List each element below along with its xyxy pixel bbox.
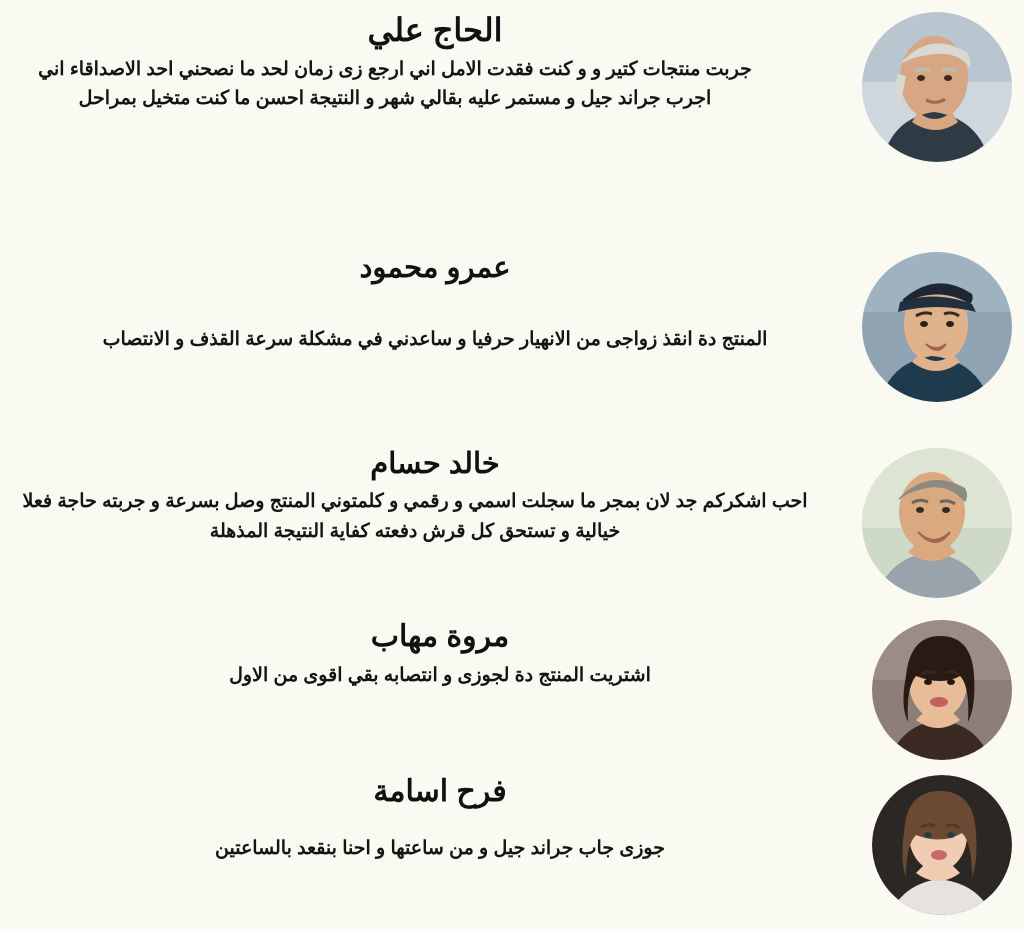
- testimonial-name: الحاج علي: [367, 12, 503, 48]
- testimonial-name: خالد حسام: [370, 448, 500, 480]
- avatar-young-woman: [872, 775, 1012, 915]
- testimonial-item: [12, 775, 1012, 915]
- testimonial-text-block: [12, 620, 872, 690]
- testimonial-quote: احب اشكركم جد لان بمجر ما سجلت اسمي و رقمي و كلمتوني المنتج وصل بسرعة و جربته حاجة فعلا خيالية و تستحق كل قرش دفعته كفاية النتيجة المذهلة: [22, 491, 808, 542]
- testimonial-text-block: [12, 775, 872, 863]
- testimonial-name: عمرو محمود: [359, 252, 511, 284]
- testimonial-name: مروة مهاب: [370, 620, 510, 653]
- avatar-smiling-man: [862, 448, 1012, 598]
- testimonial-name: فرح اسامة: [373, 775, 507, 808]
- testimonial-quote: اشتريت المنتج دة لجوزى و انتصابه بقي اقوى من الاول: [229, 664, 651, 686]
- testimonial-quote: جوزى جاب جراند جيل و من ساعتها و احنا بنقعد بالساعتين: [215, 837, 665, 859]
- avatar-young-man-cap: [862, 252, 1012, 402]
- testimonial-text-block: [12, 252, 862, 355]
- testimonial-item: [12, 448, 1012, 598]
- avatar-woman-dark-hair: [872, 620, 1012, 760]
- avatar-elderly-man: [862, 12, 1012, 162]
- testimonial-item: [12, 252, 1012, 402]
- testimonial-text-block: [12, 448, 862, 546]
- testimonial-quote: جربت منتجات كتير و و كنت فقدت الامل اني ارجع زى زمان لحد ما نصحني احد الاصداقاء اني اجرب جراند جيل و مستمر عليه بقالي شهر و النتيجة احسن ما كنت متخيل بمراحل: [38, 58, 752, 110]
- testimonial-text-block: [12, 12, 862, 114]
- testimonial-item: [12, 620, 1012, 760]
- testimonial-item: [12, 12, 1012, 162]
- testimonial-quote: المنتج دة انقذ زواجى من الانهيار حرفيا و ساعدني في مشكلة سرعة القذف و الانتصاب: [102, 329, 768, 351]
